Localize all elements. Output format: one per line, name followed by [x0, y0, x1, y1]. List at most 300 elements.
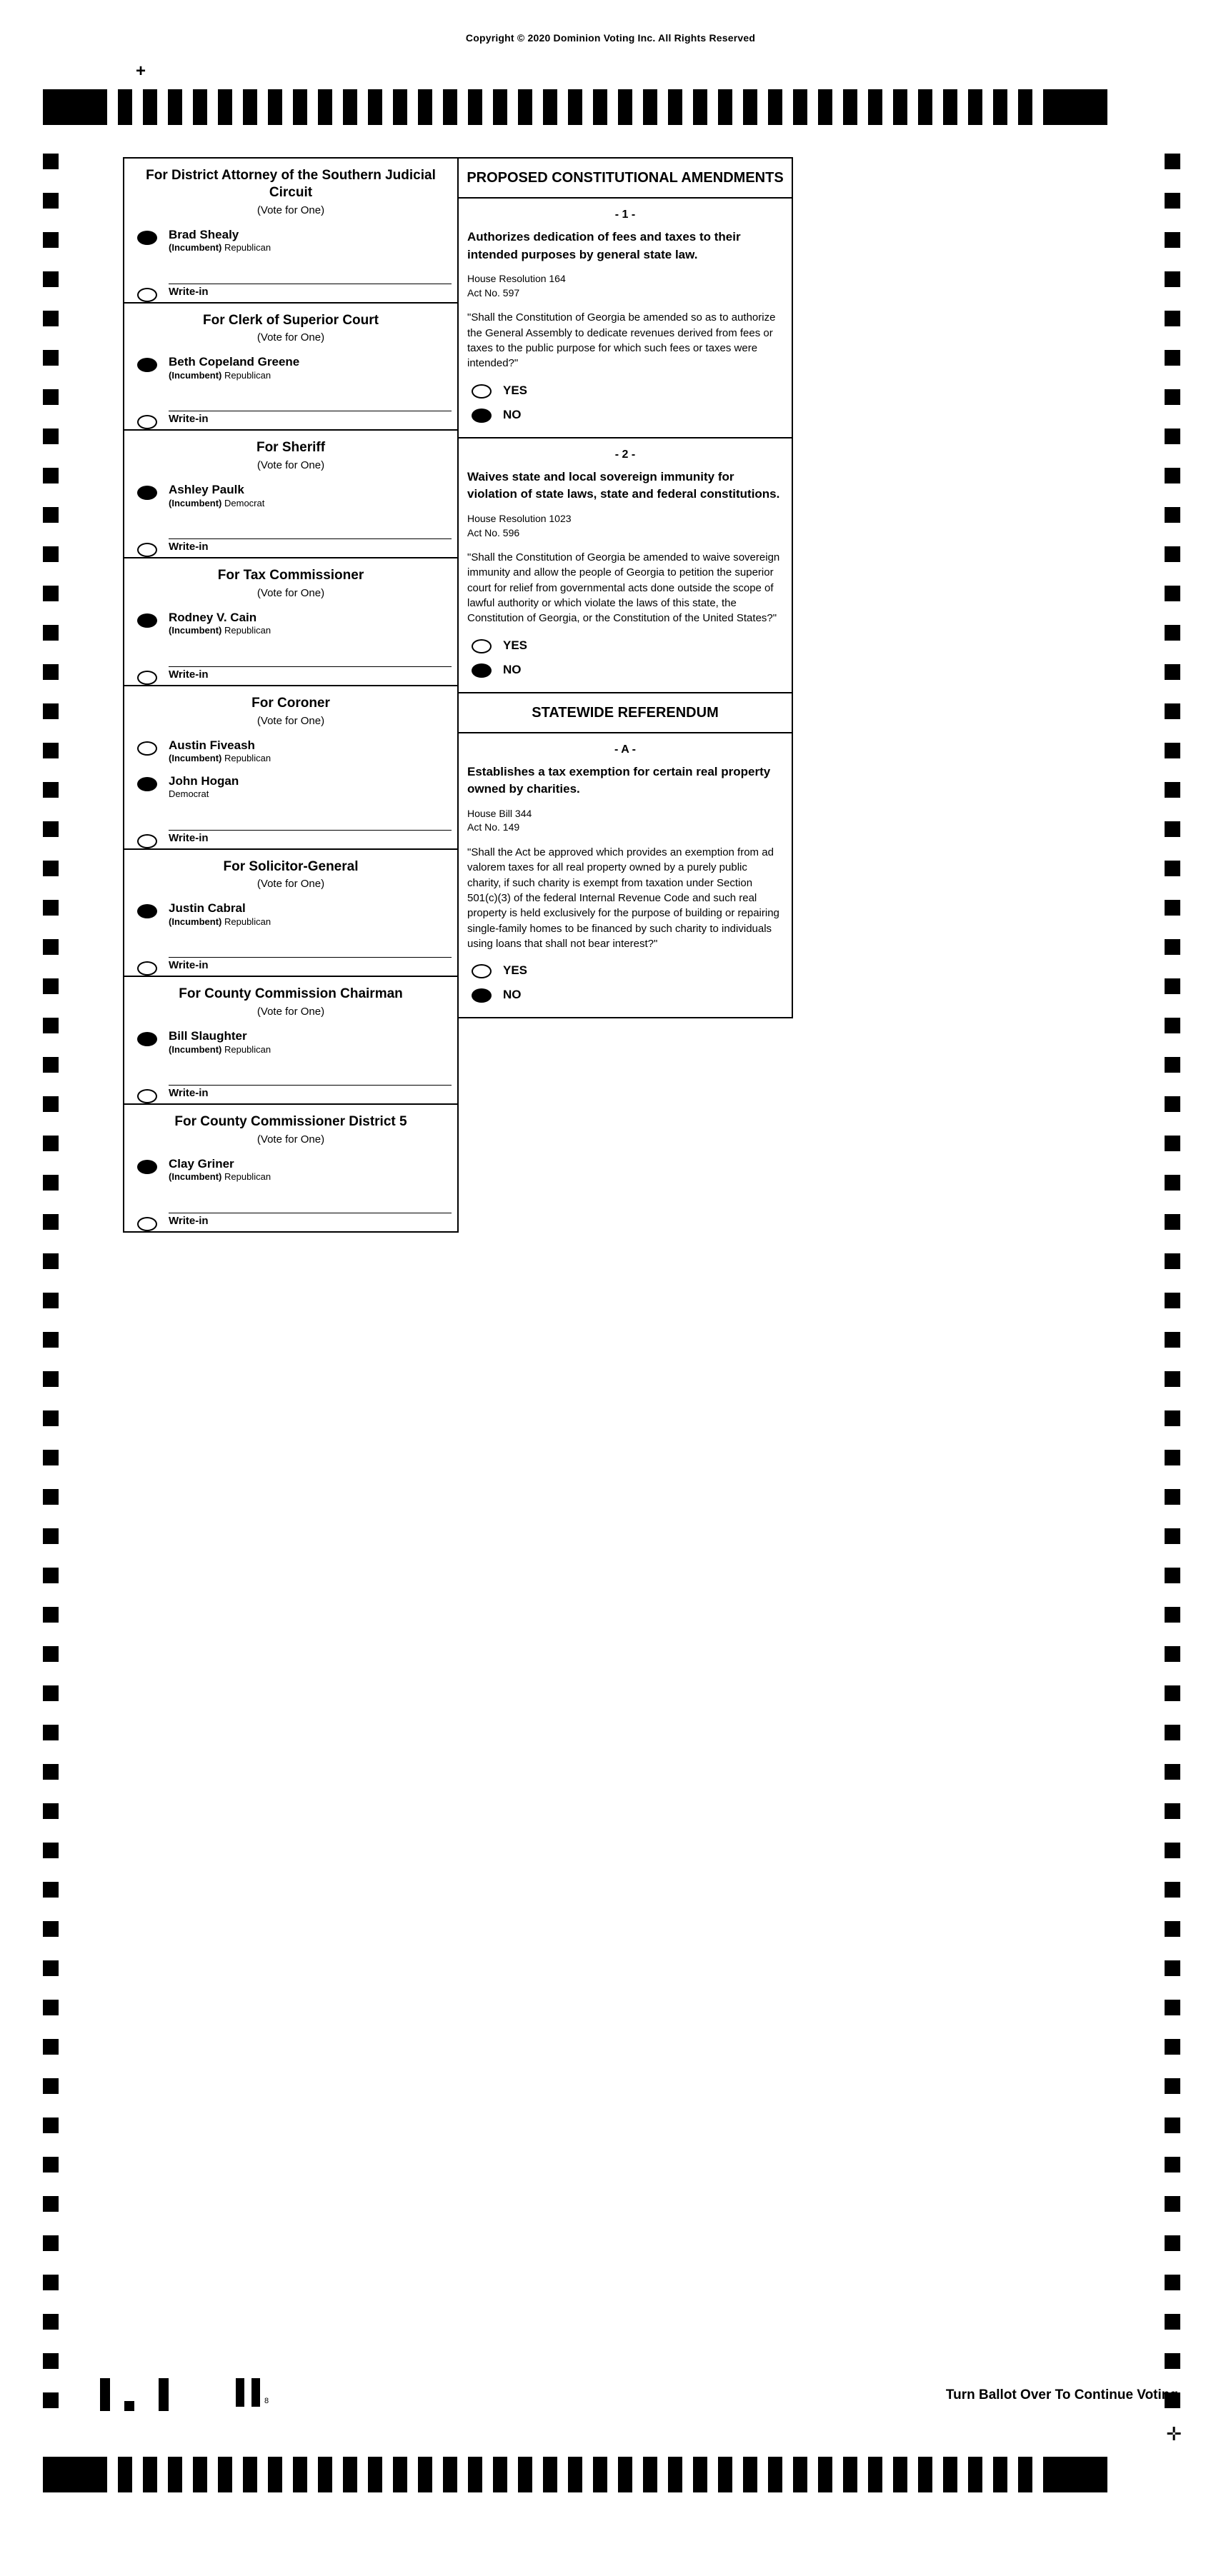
contest-title: For Tax Commissioner [217, 568, 364, 583]
vote-oval[interactable] [472, 639, 492, 653]
timing-mark [1165, 271, 1180, 287]
vote-for-instruction: (Vote for One) [256, 204, 325, 216]
timing-mark [818, 2457, 832, 2492]
vote-for-instruction: (Vote for One) [256, 714, 325, 727]
timing-mark [568, 89, 582, 125]
timing-mark [1165, 1293, 1180, 1308]
vote-oval[interactable] [472, 663, 492, 678]
timing-mark [1165, 350, 1180, 366]
timing-mark [918, 2457, 932, 2492]
no-option[interactable] [459, 661, 792, 685]
timing-mark [1165, 1921, 1180, 1937]
timing-mark [1165, 782, 1180, 798]
question-box-a [457, 732, 793, 1019]
timing-mark [43, 2392, 59, 2408]
timing-mark [1165, 232, 1180, 248]
candidate-option[interactable] [124, 224, 457, 259]
vote-oval[interactable] [137, 231, 157, 245]
timing-mark [343, 89, 357, 125]
yes-label: YES [503, 383, 528, 397]
no-label: NO [503, 662, 522, 676]
timing-mark [468, 89, 482, 125]
vote-oval[interactable] [472, 384, 492, 399]
timing-mark [43, 2235, 59, 2251]
timing-mark [43, 1096, 59, 1112]
ballot-column-right [457, 159, 793, 1018]
timing-mark [943, 2457, 957, 2492]
vote-for-instruction: (Vote for One) [256, 586, 325, 599]
timing-mark [268, 2457, 282, 2492]
timing-mark [43, 89, 107, 125]
amendments-header-box [457, 157, 793, 199]
vote-oval[interactable] [472, 964, 492, 978]
write-in-option[interactable] [124, 830, 457, 848]
vote-oval[interactable] [137, 671, 157, 685]
timing-mark [118, 2457, 132, 2492]
timing-mark [43, 1253, 59, 1269]
timing-mark [1165, 1725, 1180, 1740]
timing-mark [43, 1921, 59, 1937]
candidate-option[interactable] [124, 478, 457, 514]
vote-for-instruction: (Vote for One) [256, 1006, 325, 1018]
timing-mark [43, 232, 59, 248]
timing-mark [143, 89, 157, 125]
vote-oval[interactable] [137, 415, 157, 429]
write-in-label: Write-in [169, 831, 209, 844]
timing-mark [543, 89, 557, 125]
vote-oval[interactable] [137, 1089, 157, 1103]
timing-mark [468, 2457, 482, 2492]
timing-mark [43, 625, 59, 641]
timing-mark [43, 1960, 59, 1976]
timing-mark [1165, 1136, 1180, 1151]
write-in-label: Write-in [169, 285, 209, 298]
timing-mark [1165, 1764, 1180, 1780]
question-summary: Waives state and local sovereign immunity for violation of state laws, state and federal constitutions. [467, 469, 780, 501]
timing-mark [43, 743, 59, 758]
question-choices [459, 961, 792, 1017]
timing-mark [618, 2457, 632, 2492]
timing-mark [618, 89, 632, 125]
timing-mark [43, 1410, 59, 1426]
timing-mark [43, 978, 59, 994]
candidate-option[interactable] [124, 734, 457, 770]
vote-for-instruction: (Vote for One) [256, 331, 325, 344]
timing-mark [43, 1646, 59, 1662]
timing-mark [1165, 1332, 1180, 1348]
timing-mark [743, 2457, 757, 2492]
timing-mark [1043, 89, 1107, 125]
timing-mark [43, 1568, 59, 1583]
no-label: NO [503, 988, 522, 1002]
timing-mark [43, 1882, 59, 1898]
timing-mark [43, 2078, 59, 2094]
candidate-name: John Hogan [169, 773, 239, 788]
timing-mark [1165, 1607, 1180, 1623]
timing-mark [43, 2157, 59, 2172]
timing-mark [1165, 664, 1180, 680]
timing-mark [843, 2457, 857, 2492]
question-number: - 1 - [614, 209, 636, 221]
yes-option[interactable] [459, 961, 792, 986]
write-in-label: Write-in [169, 668, 209, 681]
timing-marks-left [43, 154, 59, 2432]
timing-mark [43, 821, 59, 837]
timing-mark [1165, 900, 1180, 916]
timing-mark [893, 89, 907, 125]
timing-mark [218, 2457, 232, 2492]
timing-mark [43, 2314, 59, 2330]
write-in-option[interactable] [124, 284, 457, 302]
candidate-party: Democrat [169, 788, 209, 800]
question-summary: Authorizes dedication of fees and taxes to their intended purposes by general state law. [467, 230, 741, 261]
question-summary: Establishes a tax exemption for certain real property owned by charities. [467, 764, 771, 796]
vote-oval[interactable] [472, 988, 492, 1003]
timing-mark [118, 89, 132, 125]
no-label: NO [503, 407, 522, 421]
timing-mark [1165, 311, 1180, 326]
timing-mark [1165, 1450, 1180, 1465]
timing-mark [743, 89, 757, 125]
timing-mark [1165, 821, 1180, 837]
timing-mark [643, 2457, 657, 2492]
timing-mark [593, 89, 607, 125]
timing-mark [1165, 389, 1180, 405]
question-reference: House Resolution 1023 Act No. 596 [467, 512, 572, 538]
candidate-name: Rodney V. Cain [169, 610, 257, 624]
candidate-name: Ashley Paulk [169, 483, 244, 496]
timing-mark [693, 2457, 707, 2492]
write-in-option[interactable] [124, 1085, 457, 1103]
timing-mark [943, 89, 957, 125]
vote-oval[interactable] [137, 613, 157, 628]
contest-box [123, 429, 459, 558]
timing-mark [418, 2457, 432, 2492]
timing-mark [218, 89, 232, 125]
vote-oval[interactable] [472, 409, 492, 423]
no-option[interactable] [459, 986, 792, 1010]
timing-mark [43, 1803, 59, 1819]
contest-title: For Sheriff [256, 440, 326, 456]
timing-mark [1165, 2196, 1180, 2212]
timing-mark [1165, 468, 1180, 483]
timing-mark [43, 2000, 59, 2015]
timing-mark [168, 89, 182, 125]
timing-mark [1165, 1253, 1180, 1269]
amendments-heading: PROPOSED CONSTITUTIONAL AMENDMENTS [467, 170, 784, 186]
timing-mark [1165, 1371, 1180, 1387]
yes-label: YES [503, 638, 528, 652]
timing-mark [43, 2275, 59, 2290]
timing-mark [1165, 1960, 1180, 1976]
timing-mark [1043, 2457, 1107, 2492]
timing-mark [818, 89, 832, 125]
timing-mark [1165, 2078, 1180, 2094]
write-in-label: Write-in [169, 413, 209, 426]
vote-oval[interactable] [137, 741, 157, 756]
write-in-option[interactable] [124, 538, 457, 557]
write-in-label: Write-in [169, 1087, 209, 1099]
vote-for-instruction: (Vote for One) [256, 459, 325, 471]
timing-mark [293, 2457, 307, 2492]
contest-box [123, 1103, 459, 1233]
timing-mark [1165, 861, 1180, 876]
timing-mark [393, 89, 407, 125]
candidate-option[interactable] [124, 897, 457, 933]
vote-oval[interactable] [137, 1217, 157, 1231]
timing-mark [1165, 2157, 1180, 2172]
timing-mark [1165, 743, 1180, 758]
timing-mark [43, 782, 59, 798]
timing-mark [518, 2457, 532, 2492]
timing-mark [43, 664, 59, 680]
write-in-option[interactable] [124, 1213, 457, 1231]
timing-mark [1165, 2353, 1180, 2369]
contest-title: For Coroner [251, 695, 330, 711]
referendum-header-box [457, 692, 793, 733]
turn-ballot-over-note: Turn Ballot Over To Continue Voting [945, 2387, 1178, 2402]
timing-mark [343, 2457, 357, 2492]
write-in-label: Write-in [169, 541, 209, 553]
timing-mark [43, 311, 59, 326]
timing-mark [493, 2457, 507, 2492]
candidate-name: Brad Shealy [169, 227, 239, 241]
question-choices [459, 381, 792, 437]
timing-mark [1165, 703, 1180, 719]
timing-mark [1165, 546, 1180, 562]
timing-mark [1165, 939, 1180, 955]
write-in-label: Write-in [169, 1214, 209, 1227]
timing-mark [43, 193, 59, 209]
timing-mark [43, 154, 59, 169]
write-in-option[interactable] [124, 666, 457, 685]
contest-box [123, 302, 459, 431]
timing-mark [993, 2457, 1007, 2492]
timing-mark [43, 1450, 59, 1465]
timing-mark [1165, 1057, 1180, 1073]
timing-mark [543, 2457, 557, 2492]
yes-option[interactable] [459, 381, 792, 406]
candidate-name: Justin Cabral [169, 901, 246, 916]
timing-mark [1165, 507, 1180, 523]
timing-mark [1165, 1489, 1180, 1505]
timing-mark [43, 468, 59, 483]
timing-mark [43, 1685, 59, 1701]
write-in-option[interactable] [124, 411, 457, 429]
timing-mark [718, 89, 732, 125]
timing-mark [43, 861, 59, 876]
referendum-heading: STATEWIDE REFERENDUM [532, 704, 719, 721]
question-text: "Shall the Constitution of Georgia be amended to waive sovereign immunity and allow the people of Georgia to petition the superior court for relief from governmental acts done outside the scope of lawful authority or which violate the laws of this state, the Constitution of Georgia, or the Constitution of the United States?" [467, 551, 780, 625]
vote-oval[interactable] [137, 1032, 157, 1046]
timing-mark [668, 89, 682, 125]
timing-mark [43, 2039, 59, 2055]
candidate-party: (Incumbent) Republican [169, 916, 271, 927]
timing-mark [1165, 1568, 1180, 1583]
question-choices [459, 636, 792, 692]
candidate-option[interactable] [124, 770, 457, 806]
timing-marks-right [1165, 154, 1180, 2432]
timing-mark [43, 1371, 59, 1387]
registration-mark-icon: + [136, 61, 146, 81]
timing-mark [1165, 1096, 1180, 1112]
candidate-party: (Incumbent) Republican [169, 369, 271, 381]
candidate-name: Beth Copeland Greene [169, 355, 300, 369]
timing-mark [993, 89, 1007, 125]
timing-mark [1165, 1685, 1180, 1701]
timing-mark [1165, 1882, 1180, 1898]
timing-mark [43, 1332, 59, 1348]
timing-mark [43, 939, 59, 955]
timing-mark [1165, 1528, 1180, 1544]
timing-mark [268, 89, 282, 125]
timing-marks-bottom [43, 2457, 1179, 2492]
timing-mark [793, 89, 807, 125]
contest-box [123, 557, 459, 686]
timing-mark [793, 2457, 807, 2492]
timing-mark [643, 89, 657, 125]
vote-oval[interactable] [137, 961, 157, 976]
contest-title: For County Commissioner District 5 [174, 1114, 407, 1129]
timing-mark [43, 703, 59, 719]
timing-mark [418, 89, 432, 125]
barcode-subscript: 8 [264, 2397, 269, 2405]
timing-mark [43, 1528, 59, 1544]
timing-mark [43, 389, 59, 405]
contest-box [123, 685, 459, 850]
question-box-2 [457, 437, 793, 693]
candidate-option[interactable] [124, 1153, 457, 1188]
timing-mark [43, 1843, 59, 1858]
ballot-id-barcode [100, 2378, 386, 2421]
timing-mark [1165, 1018, 1180, 1033]
timing-mark [318, 89, 332, 125]
timing-mark [368, 89, 382, 125]
timing-mark [43, 586, 59, 601]
vote-oval[interactable] [137, 486, 157, 500]
timing-mark [143, 2457, 157, 2492]
timing-mark [193, 2457, 207, 2492]
candidate-party: (Incumbent) Republican [169, 753, 271, 764]
timing-mark [43, 1136, 59, 1151]
vote-oval[interactable] [137, 777, 157, 791]
vote-oval[interactable] [137, 1160, 157, 1174]
timing-mark [1165, 193, 1180, 209]
timing-mark [43, 900, 59, 916]
timing-mark [43, 2457, 107, 2492]
timing-mark [1018, 89, 1032, 125]
yes-option[interactable] [459, 636, 792, 661]
timing-mark [1165, 1214, 1180, 1230]
vote-oval[interactable] [137, 288, 157, 302]
timing-mark [1165, 2314, 1180, 2330]
timing-mark [1018, 2457, 1032, 2492]
timing-mark [43, 2118, 59, 2133]
candidate-option[interactable] [124, 606, 457, 642]
timing-mark [1165, 2118, 1180, 2133]
timing-mark [1165, 625, 1180, 641]
timing-mark [1165, 2000, 1180, 2015]
timing-mark [568, 2457, 582, 2492]
timing-mark [43, 2196, 59, 2212]
timing-mark [1165, 586, 1180, 601]
timing-mark [1165, 978, 1180, 994]
timing-mark [443, 2457, 457, 2492]
candidate-name: Bill Slaughter [169, 1029, 247, 1043]
timing-mark [893, 2457, 907, 2492]
timing-mark [243, 89, 257, 125]
timing-mark [668, 2457, 682, 2492]
no-option[interactable] [459, 406, 792, 430]
timing-mark [43, 1607, 59, 1623]
timing-mark [1165, 1803, 1180, 1819]
contest-box [123, 848, 459, 978]
timing-mark [43, 1764, 59, 1780]
timing-mark [43, 507, 59, 523]
timing-mark [593, 2457, 607, 2492]
timing-mark [43, 2353, 59, 2369]
candidate-name: Austin Fiveash [169, 738, 255, 752]
vote-oval[interactable] [137, 834, 157, 848]
timing-mark [493, 89, 507, 125]
vote-for-instruction: (Vote for One) [256, 878, 325, 891]
timing-mark [718, 2457, 732, 2492]
yes-label: YES [503, 963, 528, 978]
timing-mark [1165, 1646, 1180, 1662]
candidate-party: (Incumbent) Republican [169, 1171, 271, 1183]
timing-mark [968, 2457, 982, 2492]
timing-mark [168, 2457, 182, 2492]
vote-oval[interactable] [137, 543, 157, 557]
timing-mark [43, 1214, 59, 1230]
candidate-option[interactable] [124, 351, 457, 386]
timing-mark [43, 1293, 59, 1308]
timing-mark [768, 89, 782, 125]
timing-mark [43, 1175, 59, 1191]
question-number: - A - [614, 743, 636, 756]
timing-mark [868, 2457, 882, 2492]
contest-title: For County Commission Chairman [179, 986, 403, 1002]
write-in-option[interactable] [124, 957, 457, 976]
contest-title: For Solicitor-General [223, 858, 359, 874]
timing-mark [193, 89, 207, 125]
vote-oval[interactable] [137, 358, 157, 372]
question-number: - 2 - [614, 448, 636, 461]
timing-mark [43, 1725, 59, 1740]
timing-mark [393, 2457, 407, 2492]
timing-mark [1165, 1175, 1180, 1191]
contest-title: For District Attorney of the Southern Judicial Circuit [146, 168, 436, 200]
timing-mark [768, 2457, 782, 2492]
vote-for-instruction: (Vote for One) [256, 1133, 325, 1146]
vote-oval[interactable] [137, 904, 157, 918]
timing-mark [1165, 2235, 1180, 2251]
contest-title: For Clerk of Superior Court [203, 312, 379, 328]
candidate-option[interactable] [124, 1025, 457, 1061]
timing-mark [243, 2457, 257, 2492]
timing-mark [1165, 2039, 1180, 2055]
question-text: "Shall the Act be approved which provides an exemption from ad valorem taxes for all real property owned by a purely public charity, if such charity is exempt from taxation under Section 501(c)(3) of the federal Internal Revenue Code and such real property is held exclusively for the purpose of building or repairing single-family homes to be financed by such charity to individuals using loans that shall not bear interest?" [467, 846, 779, 950]
timing-mark [693, 89, 707, 125]
question-text: "Shall the Constitution of Georgia be amended so as to authorize the General Assembly to dedicate revenues derived from fees or taxes to the public purpose for which such fees or taxes were intended?" [467, 311, 776, 370]
question-reference: House Bill 344 Act No. 149 [467, 807, 532, 833]
candidate-name: Clay Griner [169, 1156, 234, 1171]
candidate-party: (Incumbent) Republican [169, 242, 271, 254]
timing-mark [968, 89, 982, 125]
timing-mark [868, 89, 882, 125]
timing-mark [1165, 1410, 1180, 1426]
timing-mark [43, 1018, 59, 1033]
